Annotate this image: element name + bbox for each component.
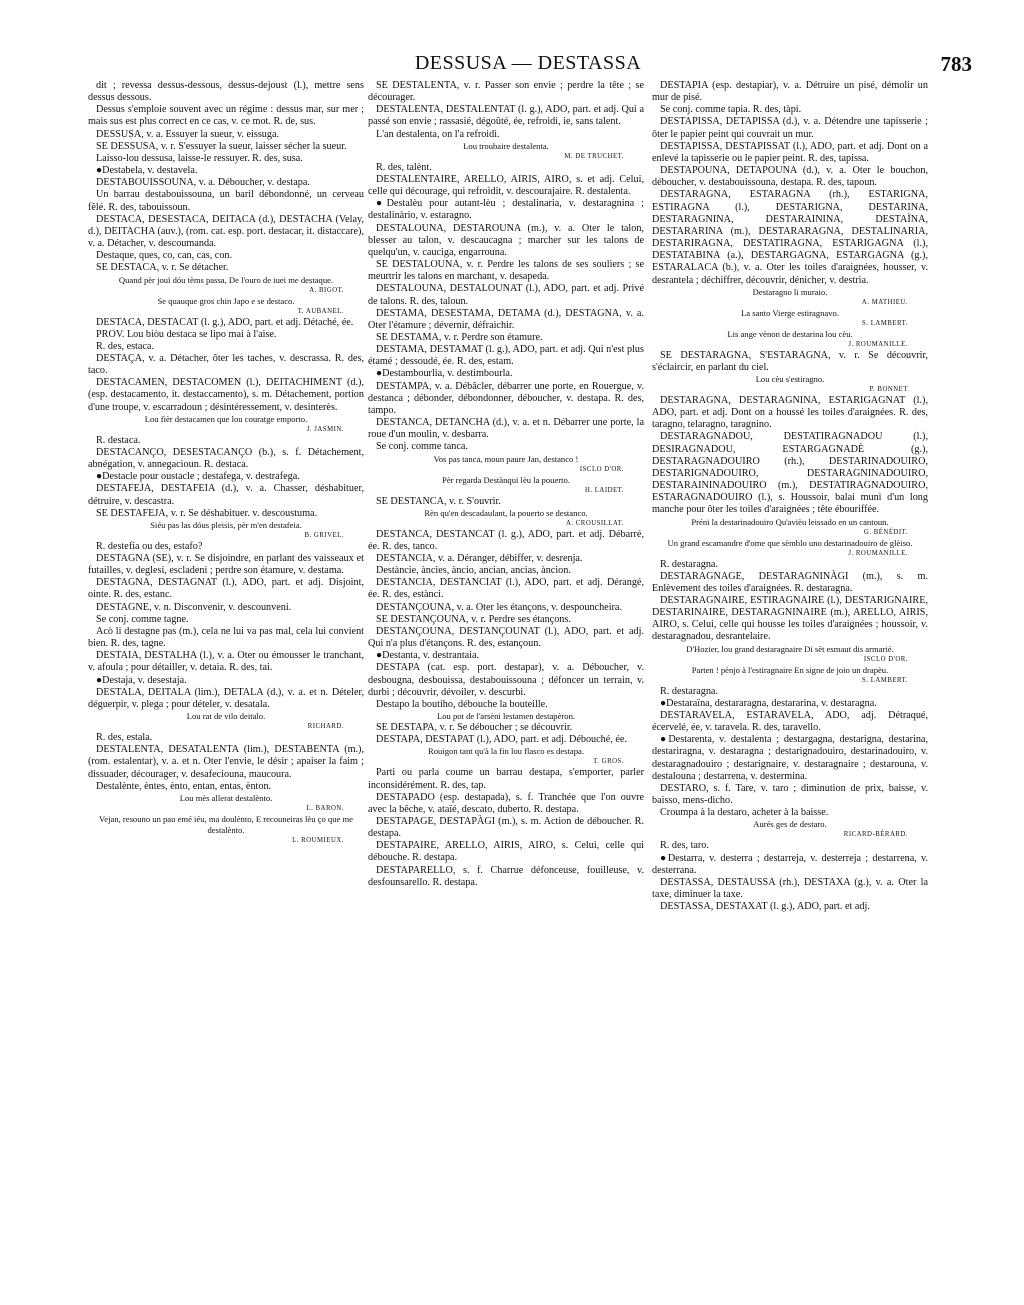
dictionary-entry: DESTACAMEN, DESTACOMEN (l.), DEITACHIMENT (d.), (esp. destacamento, it. destaccamento), s. m. Détachement, portion d'une troupe, v. escarradoun ; désintéressement, v. desinterès. (88, 377, 364, 413)
dictionary-entry: DESTARAGNA, ESTARAGNA (rh.), ESTARIGNA, ESTIRAGNA (l.), DESTARIGNA, DESTARINA, DESTARAGNINA, DESTARAININA, DESTAÏNA, DESTARARINA (m.), DESTARARAGNA, DESTALINARIA, DESTARIRAGNA, DESTATIRAGNA, ESTARIGAGNA (l.), DESTATABINA (a.), DESTARGAGNA, ESTARGAGNA (g.), ESTARALACA (b.), v. a. Oter les toiles d'araignées, housser, v. desrantela ; déchiffrer, découvrir, dénicher, v. destria. (652, 189, 928, 286)
dictionary-entry: DESTACA, DESESTACA, DEITACA (d.), DESTACHA (Velay, d.), DEITACHA (auv.), (rom. cat. esp. port. destacar, it. distaccare), v. a. Détacher, v. descoumanda. (88, 213, 364, 250)
dictionary-entry: DESTALENTA, DESATALENTA (lim.), DESTABENTA (m.), (rom. estalentar), v. a. et n. Oter l'envie, le désir ; apaiser la faim ; dissuader, décourager, v. desafeciouna, maucoura. (88, 744, 364, 780)
dictionary-entry: DESTAÇA, v. a. Détacher, ôter les taches, v. descrassa. R. des, taco. (88, 352, 364, 377)
dictionary-entry: PROV. Lou biòu destaca se lipo mai à l'aise. (96, 328, 277, 340)
dictionary-entry: DESTANCIA, DESTANCIAT (l.), ADO, part. et adj. Dérangé, ée. R. des, estànci. (368, 577, 644, 601)
dictionary-entry: DESTARO, s. f. Tare, v. taro ; diminution de prix, baisse, v. baisso, mens-dicho. (652, 782, 928, 807)
citation-quote: Destaragno li muraio. (752, 286, 828, 297)
dictionary-entry: DESTACA, DESTACAT (l. g.), ADO, part. et adj. Détaché, ée. (96, 316, 354, 328)
citation-author: B. GRIVEL. (304, 531, 344, 539)
dictionary-entry: DESTALOUNA, DESTALOUNAT (l.), ADO, part. et adj. Privé de talons. R. des, taloun. (368, 283, 644, 307)
dictionary-entry: DESTAMPA, v. a. Débâcler, débarrer une porte, en Rouergue, v. destanca ; débonder, débondonner, déboucher, v. destapa. R. des, tampo. (368, 380, 644, 416)
dictionary-entry: ●Destacle pour oustacle ; destafega, v. destrafega. (96, 471, 300, 483)
dictionary-entry: DESTAPISSA, DESTAPISSAT (l.), ADO, part. et adj. Dont on a enlevé la tapisserie ou le papier peint. R. des, tapissa. (652, 140, 928, 164)
page-number: 783 (940, 52, 972, 76)
dictionary-entry: dit ; revessa dessus-dessous, dessus-dejoust (l.), mettre sens dessus dessous. (88, 80, 364, 104)
dictionary-entry: DESTARAVELA, ESTARAVELA, ADO, adj. Détraqué, écervelé, ée, v. taravela. R. des, taravello. (652, 709, 928, 734)
dictionary-entry: DESTACANÇO, DESESTACANÇO (b.), s. f. Détachement, abnégation, v. annegacioun. R. destaca. (88, 446, 364, 471)
page-header (84, 52, 972, 82)
citation-quote: Rouigon tant qu'à la fin lou flasco es destapa. (428, 746, 584, 757)
citation-author: L. ROUMIEUX. (292, 836, 344, 844)
citation-author: A. CROUSILLAT. (565, 519, 624, 527)
dictionary-entry: Se conj. comme tagne. (96, 613, 189, 625)
dictionary-entry: DESTABOUISSOUNA, v. a. Déboucher, v. destapa. (96, 177, 310, 189)
dictionary-entry: Laisso-lou dessusa, laisse-le ressuyer. R. des, susa. (96, 152, 303, 164)
dictionary-entry: R. des, estala. (96, 732, 153, 744)
citation-quote: Quand pèr jouï dóu tèms passa, De l'ouro de iuei me destaque. (118, 274, 334, 285)
dictionary-entry: ●Destarenta, v. destalenta ; destargagna, destarigna, destarina, destariragna, v. destaragna ; destarignadouiro, destarinadouiro, v. destaragnadouiro ; destarignaire, v. destaragnaire ; destarouna, v. destalouna ; destarrena, v. destermina. (652, 734, 928, 782)
dictionary-entry: DESTASSA, DESTAUSSA (rh.), DESTAXA (g.), v. a. Oter la taxe, diminuer la taxe. (652, 876, 928, 900)
dictionary-entry: DESTAPAGE, DESTAPÀGI (m.), s. m. Action de déboucher. R. destapa. (368, 815, 644, 840)
dictionary-entry: DESTALA, DEITALA (lim.), DETALA (d.), v. a. et n. Dételer, déguerpir, v. plega ; pour dételer, v. desatala. (88, 686, 364, 710)
dictionary-entry: DESTARAGNA, DESTARAGNINA, ESTARIGAGNAT (l.), ADO, part. et adj. Dont on a houssé les toiles d'araignées. R. des, taragno, telaragno, taragnino. (652, 394, 928, 431)
dictionary-entry: DESTAMA, DESTAMAT (l. g.), ADO, part. et adj. Qui n'est plus étamé ; dessoudé, ée. R. des, estam. (368, 344, 644, 368)
dictionary-entry: DESSUSA, v. a. Essuyer la sueur, v. eissuga. (96, 128, 280, 140)
dictionary-entry: DESTAIA, DESTALHA (l.), v. a. Oter ou émousser le tranchant, v. afoula ; pour détailler, v. detaia. R. des, tai. (88, 650, 364, 674)
dictionary-entry: ●Destanta, v. destrantaia. (376, 650, 480, 662)
dictionary-entry: Un barrau destabouissouna, un baril débondonné, un cerveau fêlé. R. des, tabouissoun. (88, 189, 364, 213)
citation-author: G. BÉNÉDIT. (863, 528, 908, 536)
citation-quote: Lou mès allerat destalènto. (179, 792, 273, 803)
dictionary-entry: SE DESTACA, v. r. Se détacher. (96, 262, 229, 274)
dictionary-entry: Croumpa à la destaro, acheter à la baisse. (660, 807, 829, 819)
citation-quote: Un grand escamandre d'ome que sèmblo uno destarinadouiro de glèiso. (667, 537, 913, 548)
dictionary-entry: DESTALENTA, DESTALENTAT (l. g.), ADO, part. et adj. Qui a passé son envie ; rassasié, dégoûté, ée, refroidi, ie, sans talent. (368, 104, 644, 128)
citation-author: A. MATHIEU. (861, 298, 908, 306)
citation-quote: Lis ange vènon de destarina lou cèu. (727, 328, 853, 339)
citation-quote: Vejan, resouno un pau emé iéu, ma doulènto, E recouneiras lèu ço que me destalènto. (99, 813, 353, 835)
dictionary-entry: Dessus s'emploie souvent avec un régime : dessus mar, sur mer ; mais sus est plus correct en ce cas, v. ce mot. R. de, sus. (88, 104, 364, 128)
dictionary-entry: DESTANCIA, v. a. Déranger, débiffer, v. desrenja. (376, 553, 583, 564)
dictionary-entry: SE DESTALOUNA, v. r. Perdre les talons de ses souliers ; se meurtrir les talons en marchant, v. desapeda. (368, 259, 644, 283)
citation-author: M. DE TRUCHET. (564, 152, 624, 160)
citation-quote: Lou pot de l'arsèni lestamen destapèron. (436, 711, 576, 722)
column-left (88, 80, 364, 1220)
citation-quote: Se quauque gros chin Japo e se destaco. (157, 295, 295, 306)
citation-author: H. LAIDET. (584, 486, 624, 494)
dictionary-entry: Se conj. comme tanca. (376, 441, 468, 453)
citation-author: T. GROS. (593, 758, 624, 766)
dictionary-entry: DESTALENTAIRE, ARELLO, AIRIS, AIRO, s. et adj. Celui, celle qui décourage, qui refroidit, v. descourajaire. R. destalenta. (368, 173, 644, 198)
dictionary-entry: DESTAGNA (SE), v. r. Se disjoindre, en parlant des vaisseaux et futailles, v. deglesi, escladeni ; perdre son étamure, v. destama. (88, 553, 364, 577)
citation-quote: Vos pas tanca, moun paure Jan, destanco ! (433, 453, 579, 464)
dictionary-entry: SE DESTAFEJA, v. r. Se déshabituer. v. descoustuma. (96, 507, 318, 519)
dictionary-entry: SE DESTAMA, v. r. Perdre son étamure. (376, 331, 543, 343)
dictionary-entry: DESTASSA, DESTAXAT (l. g.), ADO, part. et adj. (660, 901, 870, 913)
citation-author: S. LAMBERT. (862, 676, 908, 684)
citation-author: T. AUBANEL. (297, 307, 344, 315)
citation-quote: Siéu pas las dóus pleisis, pèr m'en destafeia. (150, 519, 302, 530)
dictionary-entry: DESTAPISSA, DETAPISSA (d.), v. a. Détendre une tapisserie ; ôter le papier peint qui couvrait un mur. (652, 116, 928, 140)
dictionary-entry: DESTANCA, DESTANCAT (l. g.), ADO, part. et adj. Débarré, ée. R. des, tanco. (368, 528, 644, 552)
dictionary-entry: SE DESTARAGNA, S'ESTARAGNA, v. r. Se découvrir, s'éclaircir, en parlant du ciel. (652, 349, 928, 373)
dictionary-entry: DESTARAGNAGE, DESTARAGNINÀGI (m.), s. m. Enlèvement des toiles d'araignées. R. destaragna. (652, 570, 928, 594)
dictionary-entry: R. destaragna. (660, 558, 718, 570)
dictionary-entry: ●Destaja, v. desestaja. (96, 674, 187, 686)
dictionary-entry: ●Destarra, v. desterra ; destarreja, v. desterreja ; destarrena, v. desterrana. (652, 852, 928, 876)
citation-quote: Pèr regarda Destànqui lèu la pouerto. (442, 474, 570, 485)
citation-author: J. ROUMANILLE. (848, 549, 908, 557)
citation-quote: Rèn qu'en descadaulant, la pouerto se destanco. (424, 507, 588, 518)
dictionary-entry: Destaque, ques, co, can, cas, con. (96, 250, 233, 262)
column-middle (368, 80, 644, 1220)
dictionary-entry: SE DESTANÇOUNA, v. r. Perdre ses étançons. (376, 613, 571, 625)
citation-author: J. ROUMANILLE. (848, 340, 908, 348)
dictionary-entry: ●Destalèu pour autant-lèu ; destalinaria, v. destaragnina ; destalinàrio, v. estaragno. (368, 198, 644, 222)
page-title: DESSUSA — DESTASSA (414, 52, 642, 74)
dictionary-entry: R. destefia ou des, estafo? (96, 540, 203, 552)
dictionary-entry: Destàncie, àncies, àncio, ancian, ancias, àncion. (376, 565, 571, 577)
dictionary-entry: DESTAPOUNA, DETAPOUNA (d.), v. a. Oter le bouchon, déboucher, v. destabouissouna, destapa. R. des, tapoun. (652, 165, 928, 189)
dictionary-entry: R. destaragna. (660, 685, 718, 697)
dictionary-entry: DESTAPARELLO, s. f. Charrue défonceuse, fouilleuse, v. desfounsarello. R. destapa. (368, 864, 644, 888)
dictionary-entry: L'an destalenta, on l'a refroidi. (376, 128, 500, 140)
citation-quote: La santo Vierge estiragnavo. (741, 307, 839, 318)
dictionary-entry: DESTAPIA (esp. destapiar), v. a. Détruire un pisé, démolir un mur de pisé. (652, 80, 928, 104)
citation-author: L. BARON. (306, 804, 344, 812)
dictionary-entry: DESTAGNA, DESTAGNAT (l.), ADO, part. et adj. Disjoint, ointe. R. des, estanc. (88, 577, 364, 601)
citation-author: J. JASMIN. (306, 425, 344, 433)
dictionary-entry: DESTAFEJA, DESTAFEIA (d.), v. a. Chasser, déshabituer, détruire, v. descastra. (88, 483, 364, 507)
dictionary-entry: Se conj. comme tapia. R. des, tàpi. (660, 104, 802, 116)
dictionary-entry: ●Destambourlia, v. destimbourla. (376, 368, 513, 380)
dictionary-entry: DESTARAGNADOU, DESTATIRAGNADOU (l.), DESIRAGNADOU, ESTARGAGNADÈ (g.), DESTARAGNADOUIRO (rh.), DESTARINADOUIRO, DESTARIGNADOUIRO, DESTARAGNINADOUIRO, DESTARAININADOUIRO (m.), DESTATIRAGNADOUIRO, ESTARAGNADOUIRO (l.), s. Houssoir, balai muni d'un long manche pour ôter les toiles d'araignées ; tête ébouriffée. (652, 431, 928, 516)
citation-author: S. LAMBERT. (862, 319, 908, 327)
column-right (652, 80, 928, 1220)
dictionary-entry: SE DESTAPA, v. r. Se déboucher ; se découvrir. (376, 722, 573, 734)
dictionary-entry: SE DESTANCA, v. r. S'ouvrir. (376, 495, 501, 507)
dictionary-entry: R. des, talènt. (376, 161, 432, 173)
citation-quote: Lou troubaire destalenta. (463, 140, 549, 151)
dictionary-entry: DESTAPAIRE, ARELLO, AIRIS, AIRO, s. Celui, celle qui débouche. R. destapa. (368, 840, 644, 864)
dictionary-entry: ●Destaraïna, destararagna, destararina, v. destaragna. (660, 697, 877, 709)
dictionary-entry: DESTANÇOUNA, v. a. Oter les étançons, v. despouncheira. (376, 601, 622, 613)
dictionary-entry: Destapo la boutiho, débouche la bouteille. (376, 698, 548, 710)
dictionary-entry: ●Destabela, v. destavela. (96, 165, 198, 177)
citation-author: P. BONNET (869, 385, 908, 393)
citation-author: RICHARD. (307, 723, 344, 731)
citation-quote: Parten ! pènjo à l'estiragnaire En signe de joio un drapèu. (691, 664, 889, 675)
dictionary-entry: Destalènte, èntes, ènto, entan, entas, ènton. (96, 780, 272, 792)
citation-quote: Préni la destarinadouiro Qu'avièu leissado en un cantoun. (691, 516, 889, 527)
dictionary-entry: R. des, taro. (660, 840, 709, 852)
dictionary-entry: DESTAPA (cat. esp. port. destapar), v. a. Déboucher, v. desbougna, desbouissa, destabouissouna ; défoncer un terrain, v. durbi ; découvrir, dévoiler, v. descurbi. (368, 662, 644, 698)
citation-author: RICARD-BÉRARD. (843, 831, 908, 839)
citation-quote: Lou rat de vilo deitalo. (186, 711, 266, 722)
citation-quote: Aurés ges de destaro. (753, 819, 827, 830)
citation-quote: Lou fièr destacamen que lou couratge emporto. (144, 413, 308, 424)
dictionary-entry: DESTAPADO (esp. destapada), s. f. Tranchée que l'on ouvre avec la bêche, v. ataïé, descato, duberto. R. destapa. (368, 791, 644, 815)
dictionary-entry: DESTAPA, DESTAPAT (l.), ADO, part. et adj. Débouché, ée. (376, 734, 627, 746)
dictionary-entry: SE DESSUSA, v. r. S'essuyer la sueur, laisser sécher la sueur. (96, 140, 347, 152)
dictionary-entry: R. destaca. (96, 434, 141, 446)
citation-author: ISCLO D'OR. (863, 655, 908, 663)
dictionary-entry: Parti ou parla coume un barrau destapa, s'emporter, parler inconsidérément. R. des, tap. (368, 767, 644, 791)
dictionary-entry: DESTANÇOUNA, DESTANÇOUNAT (l.), ADO, part. et adj. Qui n'a plus d'étançons. R. des, estançoun. (368, 625, 644, 650)
dictionary-entry: DESTAMA, DESESTAMA, DETAMA (d.), DESTAGNA, v. a. Oter l'étamure ; dévernir, défraichir. (368, 307, 644, 331)
dictionary-entry: Acò li destagne pas (m.), cela ne lui va pas mal, cela lui convient bien. R. des, tagne. (88, 625, 364, 650)
dictionary-entry: DESTAGNE, v. n. Disconvenir, v. descounveni. (96, 601, 292, 613)
dictionary-entry: R. des, estaca. (96, 340, 154, 352)
dictionary-entry: SE DESTALENTA, v. r. Passer son envie ; perdre la tête ; se décourager. (368, 80, 644, 104)
dictionary-entry: DESTARAGNAIRE, ESTIRAGNAIRE (l.), DESTARIGNAIRE, DESTARINAIRE, DESTARAGNINAIRE (m.), ARELLO, AIRIS, AIRO, s. Celui, celle qui housse les toiles d'araignées ; houssoir, v. destaragnadou, desrantelaire. (652, 595, 928, 643)
dictionary-entry: DESTALOUNA, DESTAROUNA (m.), v. a. Oter le talon, blesser au talon, v. descaucagna ; marcher sur les talons de quelqu'un, v. cauciga, engarrouna. (368, 222, 644, 258)
citation-author: ISCLO D'OR. (579, 465, 624, 473)
citation-quote: D'Hozier, lou grand destaragnaire Di sèt esmaut dis armarié. (686, 643, 894, 654)
dictionary-entry: DESTANCA, DETANCHA (d.), v. a. et n. Débarrer une porte, la roue d'un moulin, v. desbarra. (368, 417, 644, 441)
citation-author: A. BIGOT. (309, 286, 344, 294)
citation-quote: Lou cèu s'estiragno. (755, 373, 825, 384)
